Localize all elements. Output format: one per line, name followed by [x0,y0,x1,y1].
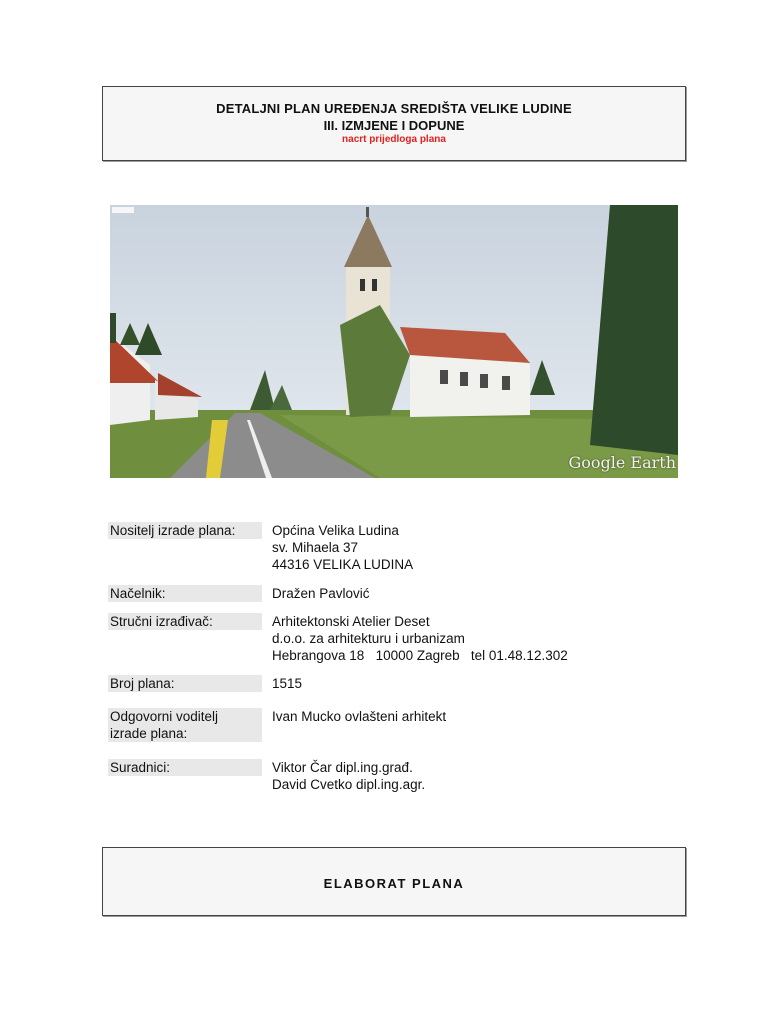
broj-value: 1515 [272,676,303,691]
nositelj-value: Općina Velika Ludina sv. Mihaela 37 44316 VELIKA LUDINA [272,523,414,572]
izradivac-value: Arhitektonski Atelier Deset d.o.o. za arhitekturu i urbanizam Hebrangova 18 10000 Zagreb tel 01.48.12.302 [272,614,568,663]
document-title-box [102,86,686,161]
nacelnik-label: Načelnik: [108,585,262,602]
document-title: DETALJNI PLAN UREĐENJA SREDIŠTA VELIKE LUDINE [216,101,572,116]
google-earth-watermark: Google Earth [568,453,676,472]
izradivac-label: Stručni izrađivač: [108,613,262,630]
broj-label: Broj plana: [108,675,262,692]
elaborat-title: ELABORAT PLANA [323,876,465,891]
nositelj-label: Nositelj izrade plana: [108,522,262,539]
suradnici-label: Suradnici: [108,759,262,776]
voditelj-label: Odgovorni voditelj izrade plana: [108,708,262,742]
nacelnik-value: Dražen Pavlović [272,586,370,601]
document-edition: III. IZMJENE I DOPUNE [323,118,465,133]
document-status: nacrt prijedloga plana [342,134,446,145]
suradnici-value: Viktor Čar dipl.ing.građ. David Cvetko dipl.ing.agr. [272,760,426,792]
elaborat-box [102,847,686,916]
voditelj-value: Ivan Mucko ovlašteni arhitekt [272,709,447,724]
church-photo [110,205,678,478]
